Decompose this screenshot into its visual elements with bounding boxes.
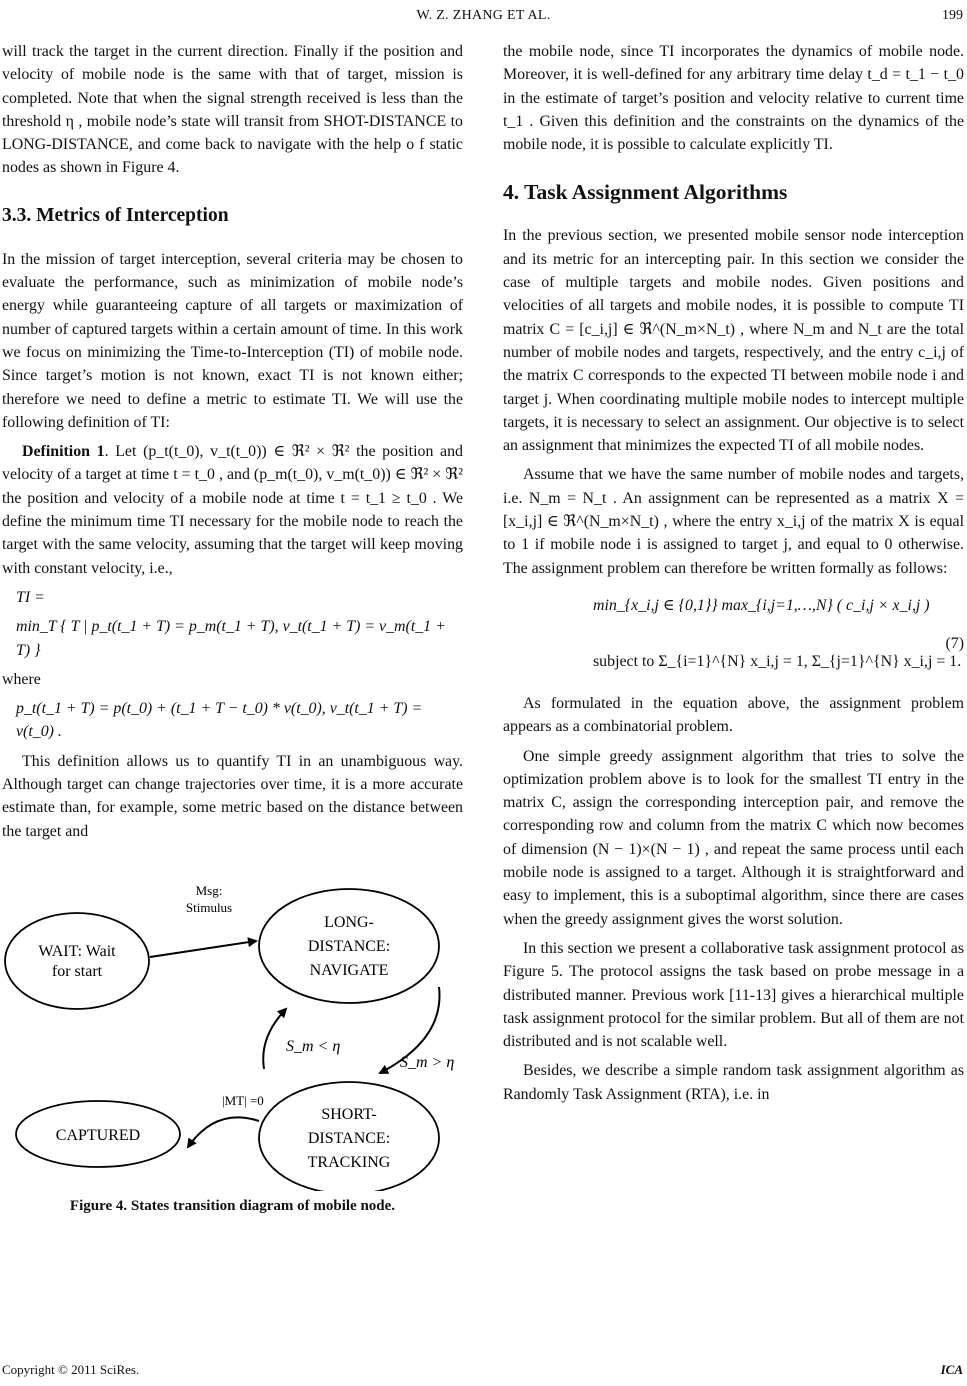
arrow-wait-to-long — [150, 941, 256, 957]
equation-7-number: (7) — [945, 634, 964, 652]
figure-4 — [2, 871, 463, 1214]
left-paragraph-3: This definition allows us to quantify TI in an unambiguous way. Although target can change trajectories over time, it is a more accurate estimate than, for example, some metric based on the distance between the target and — [2, 752, 463, 840]
left-paragraph-1: will track the target in the current direction. Finally if the position and velocity of mobile node is the same with that of target, mission is completed. Note that when the signal strength received is less than the threshold η , mobile node’s state will transit from SHOT-DISTANCE to LONG-DISTANCE, and come back to navigate with the help o f static nodes as shown in Figure 4. — [2, 43, 463, 177]
right-paragraph-1: the mobile node, since TI incorporates the dynamics of mobile node. Moreover, it is well-defined for any arbitrary time delay t_d = t_1 − t_0 in the estimate of target’s position and velocity relative to current time t_1 . Given this definition and the constraints on the dynamics of the mobile node, it is possible to calculate explicitly TI. — [503, 43, 964, 154]
running-author: W. Z. ZHANG ET AL. — [416, 8, 551, 23]
msg-label-line-1: Msg: — [195, 882, 223, 898]
journal-abbrev: ICA — [940, 1362, 963, 1377]
state-short-line-1: SHORT- — [321, 1105, 377, 1123]
equation-min-ti: min_T { T | p_t(t_1 + T) = p_m(t_1 + T), v_t(t_1 + T) = v_m(t_1 + T) } — [16, 618, 446, 659]
equation-ti: TI = — [16, 588, 45, 606]
cond-mt-label: |MT| =0 — [222, 1092, 264, 1108]
page-header — [0, 0, 967, 30]
state-short-line-2: DISTANCE: — [307, 1129, 391, 1147]
equation-7-objective: min_{x_i,j ∈ {0,1}} max_{i,j=1,…,N} ( c_i,j × x_i,j ) — [593, 596, 930, 614]
copyright-notice: Copyright © 2011 SciRes. — [2, 1362, 140, 1377]
state-captured-label: CAPTURED — [55, 1126, 141, 1144]
state-short-line-3: TRACKING — [307, 1153, 391, 1171]
right-column — [503, 40, 964, 1106]
definition-label: Definition 1 — [22, 443, 105, 461]
equation-7-constraints: subject to Σ_{i=1}^{N} x_i,j = 1, Σ_{j=1}^{N} x_i,j = 1. — [593, 652, 962, 670]
state-wait-line-2: for start — [51, 962, 103, 980]
state-long-line-1: LONG- — [324, 913, 374, 931]
right-paragraph-7: Besides, we describe a simple random task assignment algorithm as Randomly Task Assignment (RTA), i.e. in — [503, 1062, 964, 1103]
equation-prediction: p_t(t_1 + T) = p(t_0) + (t_1 + T − t_0) * v(t_0), v_t(t_1 + T) = v(t_0) . — [16, 700, 423, 741]
msg-label-line-2: Stimulus — [185, 899, 233, 915]
cond-greater-label: S_m > η — [400, 1053, 455, 1071]
state-wait-line-1: WAIT: Wait — [38, 942, 116, 960]
right-paragraph-3: Assume that we have the same number of mobile nodes and targets, i.e. N_m = N_t . An assignment can be represented as a matrix X = [x_i,j] ∈ ℜ^(N_m×N_t) , where the entry x_i,j of the matrix X is equal to 1 if mobile node i is assigned to target j, and equal to 0 otherwise. The assignment problem can therefore be written formally as follows: — [503, 466, 964, 577]
right-paragraph-6: In this section we present a collaborative task assignment protocol as Figure 5. The protocol assigns the task based on probe message in a distributed manner. Previous work [11-13] gives a hierarchical multiple task assignment protocol for the similar problem. But all of them are not distributed and is not scalable well. — [503, 939, 964, 1051]
figure-4-caption: Figure 4. States transition diagram of mobile node. — [69, 1197, 396, 1214]
state-long-line-2: DISTANCE: — [307, 937, 391, 955]
section-heading-4: 4. Task Assignment Algorithms — [503, 180, 788, 205]
equation-7 — [503, 588, 964, 688]
state-wait — [5, 913, 149, 1009]
page-number: 199 — [942, 8, 963, 23]
right-paragraph-4: As formulated in the equation above, the assignment problem appears as a combinatorial problem. — [503, 694, 964, 736]
right-paragraph-5: One simple greedy assignment algorithm that tries to solve the optimization problem above is to look for the smallest TI entry in the matrix C, assign the corresponding interception pair, and remove the corresponding row and column from the matrix C which now becomes of dimension (N − 1)×(N − 1) , and repeat the same process until each mobile node is assigned to a target. Although it is straightforward and easy to implement, this is a suboptimal algorithm, since there are cases when the greedy assignment gives the worst solution. — [503, 747, 964, 928]
arrow-short-to-captured — [188, 1117, 259, 1147]
arrow-short-to-long — [263, 1009, 286, 1069]
section-heading-3-3: 3.3. Metrics of Interception — [2, 204, 229, 226]
where-label: where — [2, 670, 41, 688]
definition-1 — [2, 440, 463, 580]
left-paragraph-2: In the mission of target interception, several criteria may be chosen to evaluate the performance, such as minimization of mobile node’s energy while guaranteeing capture of all targets or maximization of number of captured targets within a certain amount of time. In this work we focus on minimizing the Time-to-Interception (TI) of mobile node. Since target’s motion is not known, exact TI is not known either; therefore we need to define a metric to estimate TI. We will use the following definition of TI: — [2, 250, 463, 431]
state-long-line-3: NAVIGATE — [309, 961, 389, 979]
state-diagram — [2, 871, 463, 1191]
cond-less-label: S_m < η — [286, 1037, 341, 1055]
left-column — [2, 40, 463, 1214]
definition-text: . Let (p_t(t_0), v_t(t_0)) ∈ ℜ² × ℜ² the position and velocity of a target at time t = t_0 , and (p_m(t_0), v_m(t_0)) ∈ ℜ² × ℜ² the position and velocity of a mobile node at time t = t_1 ≥ t_0 . We define the minimum time TI necessary for the mobile node to reach the target with the same velocity, assuming that the target will keep moving with constant velocity, i.e., — [2, 443, 463, 577]
right-paragraph-2: In the previous section, we presented mobile sensor node interception and its metric for an intercepting pair. In this section we consider the case of multiple targets and mobile nodes. Given positions and velocities of all targets and mobile nodes, it is possible to compute TI matrix C = [c_i,j] ∈ ℜ^(N_m×N_t) , where N_m and N_t are the total number of mobile nodes and targets, respectively, and the entry c_i,j of the matrix C corresponds to the expected TI between mobile node i and target j. When coordinating multiple mobile nodes to intercept multiple targets, it is necessary to select an assignment. Our objective is to select an assignment that minimizes the expected TI of all mobile nodes. — [503, 227, 964, 455]
